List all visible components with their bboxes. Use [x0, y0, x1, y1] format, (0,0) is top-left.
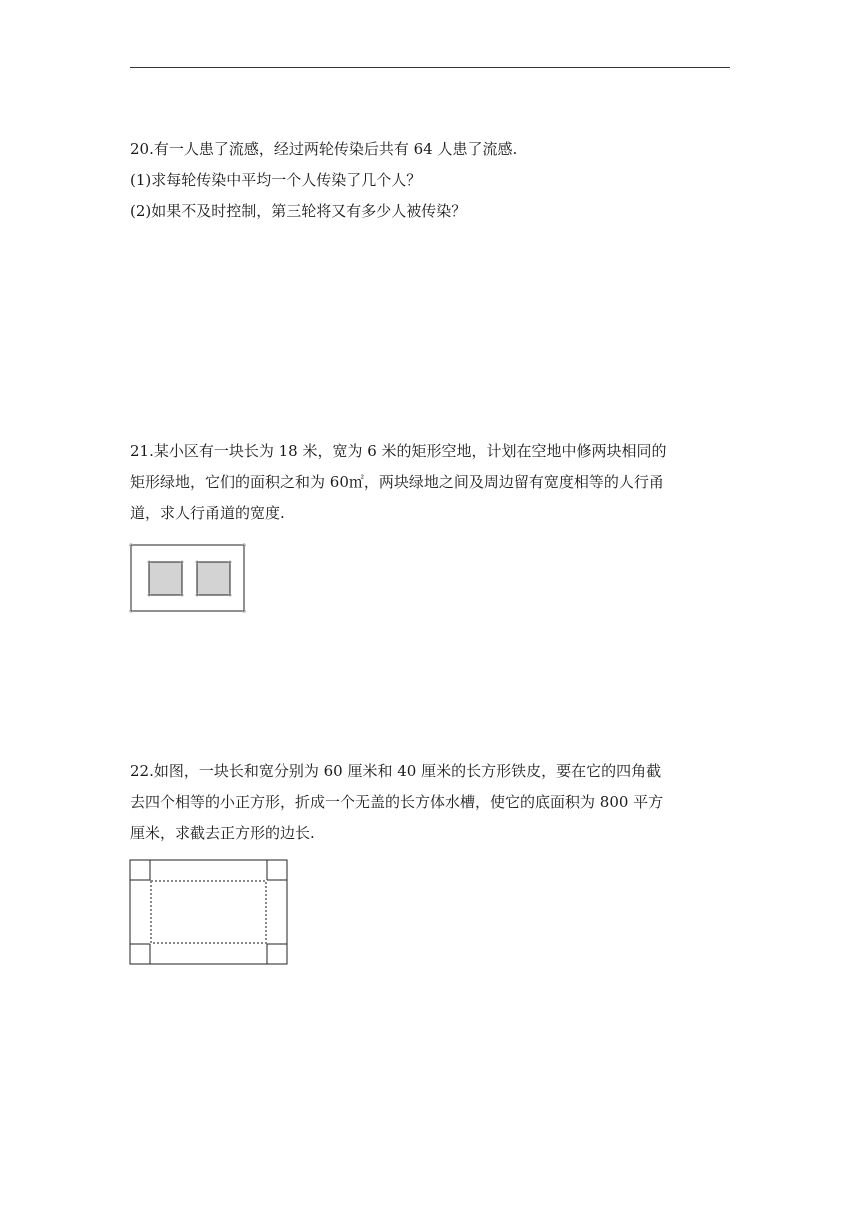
green-lots-figure	[128, 542, 248, 614]
problem-21-line-3: 道，求人行甬道的宽度.	[130, 504, 285, 522]
problem-22-line-3: 厘米，求截去正方形的边长.	[130, 824, 315, 842]
problem-21	[130, 436, 730, 529]
green-lot-left	[149, 562, 182, 595]
problem-22-line-2: 去四个相等的小正方形，折成一个无盖的长方体水槽，使它的底面积为 800 平方	[130, 793, 664, 811]
problem-21-line-2: 矩形绿地，它们的面积之和为 60㎡，两块绿地之间及周边留有宽度相等的人行甬	[130, 473, 664, 491]
problem-21-line-1: 21.某小区有一块长为 18 米，宽为 6 米的矩形空地，计划在空地中修两块相同的	[130, 442, 667, 460]
header-rule	[130, 67, 730, 68]
problem-20-line-2: (1)求每轮传染中平均一个人传染了几个人？	[130, 171, 422, 189]
problem-20-line-3: (2)如果不及时控制，第三轮将又有多少人被传染？	[130, 202, 467, 220]
green-lot-right	[197, 562, 230, 595]
problem-20	[130, 134, 730, 227]
problem-20-line-1: 20.有一人患了流感，经过两轮传染后共有 64 人患了流感.	[130, 140, 518, 158]
problem-22-line-1: 22.如图，一块长和宽分别为 60 厘米和 40 厘米的长方形铁皮，要在它的四角截	[130, 762, 662, 780]
sheet-outline	[130, 860, 287, 964]
iron-sheet-figure	[129, 859, 289, 966]
problem-22	[130, 756, 730, 849]
